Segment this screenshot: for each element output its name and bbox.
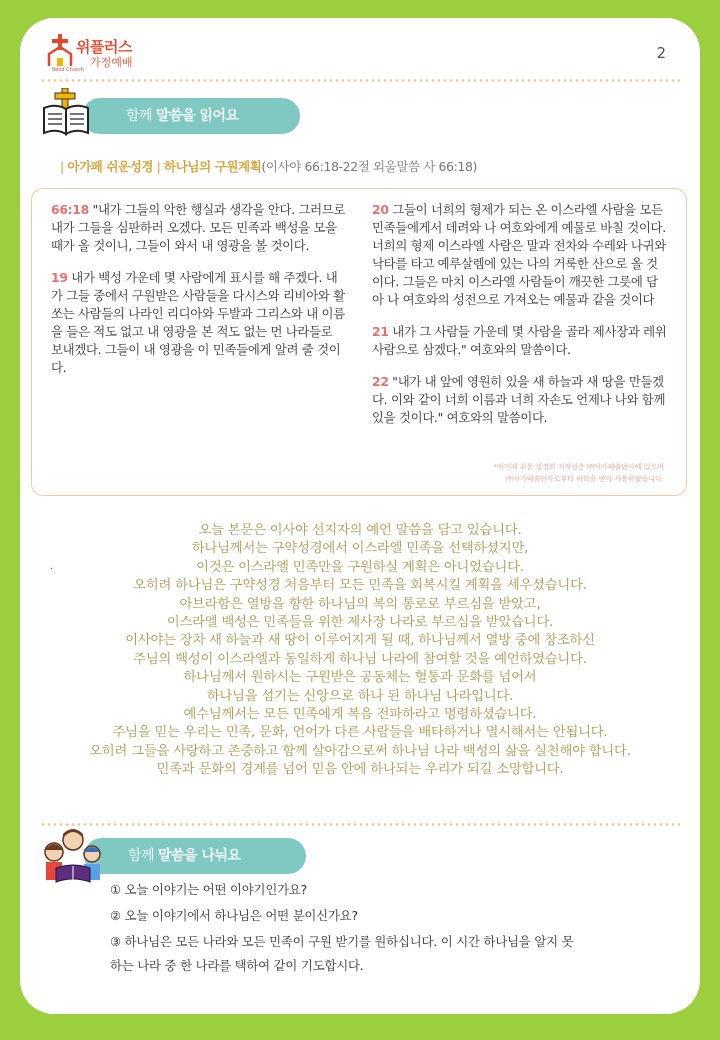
page-number: 2 [656, 44, 666, 62]
question-item: ③ 하나님은 모든 나라와 모든 민족이 구원 받기를 원하십니다. 이 시간 하나님을 알지 못 [110, 934, 574, 949]
dotted-divider [40, 823, 680, 826]
commentary-line: 민족과 문화의 경계를 넘어 믿음 안에 하나되는 우리가 되길 소망합니다. [156, 762, 564, 778]
section-share-title-light: 함께 [128, 848, 158, 864]
section-read-title-light: 함께 [126, 108, 156, 124]
verse-paragraph [372, 201, 668, 309]
commentary-line: 주님을 믿는 우리는 민족, 문화, 언어가 다른 사람들을 배타하거나 멸시해서는 안됩니다. [112, 725, 608, 741]
church-logo [46, 30, 156, 74]
logo-small-text: Send Church [52, 67, 84, 73]
verse-number: 20 [372, 202, 389, 217]
commentary-line: 하나님께서 원하시는 구원받은 공동체는 혈통과 문화를 넘어서 [183, 670, 537, 686]
verse-text: 그들이 너희의 형제가 되는 온 이스라엘 사람을 모든 민족들에게서 데려와 나 여호와에게 예물로 바칠 것이다. 너희의 형제 이스라엘 사람은 말과 전차와 수레와 나귀와 낙타를 타고 예루살렘에 있는 나의 거룩한 산으로 올 것이다. 그들은 마치 이스라엘 사람들이 깨끗한 그릇에 담아 나 여호와의 성전으로 가져오는 예물과 같을 것이다 [372, 202, 666, 307]
commentary-line: 오히려 그들을 사랑하고 존중하고 함께 살아감으로써 하나님 나라 백성의 삶을 실천해야 합니다. [89, 743, 631, 759]
commentary [20, 522, 700, 780]
copyright-notice: *아가페 쉬운 성경의 저작권은 ㈜아가페출판사에 있으며 ㈜아가페출판사로부터 허락을 받아 사용하였습니다. [493, 463, 664, 483]
stray-mark: . [50, 561, 54, 572]
logo-title: 위플러스 [76, 38, 132, 56]
section-share-title-bold: 말씀을 나눠요 [158, 848, 241, 864]
family-reading-icon [40, 828, 106, 884]
commentary-line: 하나님을 섬기는 신앙으로 하나 된 하나님 나라입니다. [206, 688, 514, 704]
section-read-pill [82, 98, 300, 134]
scripture-box [31, 188, 687, 496]
section-read-header [42, 88, 272, 144]
question-continuation: 하는 나라 중 한 나라를 택하여 같이 기도합시다. [110, 958, 364, 973]
verse-paragraph [51, 269, 347, 377]
scripture-reference [60, 157, 477, 175]
commentary-line: 이사야는 장차 새 하늘과 새 땅이 이루어지게 될 때, 하나님께서 열방 중에 창조하신 [125, 633, 595, 649]
logo-subtitle: 가정예배 [90, 56, 133, 69]
reference-book: 아가페 쉬운성경 [67, 159, 154, 174]
verse-text: "내가 그들의 악한 행실과 생각을 안다. 그러므로 내가 그들을 심판하러 오겠다. 모든 민족과 백성을 모을 때가 올 것이니, 그들이 와서 내 영광을 볼 것이다. [51, 202, 346, 253]
reference-separator: | [153, 159, 165, 174]
verse-paragraph [372, 323, 668, 359]
verse-text: 내가 백성 가운데 몇 사람에게 표시를 해 주겠다. 내가 그들 중에서 구원받은 사람들을 다시스와 리비아와 활쏘는 사람들의 나라인 리디아와 두발과 그리스와 내 이름을 들은 적도 없고 내 영광을 본 적도 없는 먼 나라들로 보내겠다. 그들이 내 영광을 이 민족들에게 알려 줄 것이다. [51, 270, 345, 375]
commentary-line: 아브라함은 열방을 향한 하나님의 복의 통로로 부르심을 받았고, [179, 596, 541, 612]
question-item: ① 오늘 이야기는 어떤 이야기인가요? [110, 882, 308, 897]
page-card [20, 18, 700, 1014]
verse-text: 내가 그 사람들 가운데 몇 사람을 골라 제사장과 레위 사람으로 삼겠다." 여호와의 말씀이다. [372, 324, 667, 357]
reference-title: 하나님의 구원계획 [164, 159, 262, 174]
church-icon [46, 32, 76, 68]
commentary-line: 하나님께서는 구약성경에서 이스라엘 민족을 선택하셨지만, [191, 541, 529, 557]
question-item: ② 오늘 이야기에서 하나님은 어떤 분이신가요? [110, 908, 358, 923]
verse-text: "내가 내 앞에 영원히 있을 새 하늘과 새 땅을 만들겠다. 이와 같이 너희 이름과 너희 자손도 언제나 나와 함께 있을 것이다." 여호와의 말씀이다. [372, 374, 666, 425]
section-share-pill [84, 838, 306, 874]
verse-number: 21 [372, 324, 389, 339]
verse-paragraph [51, 201, 347, 255]
verse-paragraph [372, 373, 668, 427]
discussion-questions [110, 878, 650, 980]
scripture-right-column [372, 201, 668, 441]
commentary-line: 이스라엘 백성은 민족들을 위한 제사장 나라로 부르심을 받았습니다. [166, 615, 554, 631]
reference-citation: (이사야 66:18-22절 외울말씀 사 66:18) [261, 159, 477, 174]
commentary-line: 오늘 본문은 이사야 선지자의 예언 말씀을 담고 있습니다. [198, 523, 522, 538]
section-read-title-bold: 말씀을 읽어요 [156, 108, 239, 124]
commentary-line: 이것은 이스라엘 민족만을 구원하실 계획은 아니었습니다. [196, 559, 524, 575]
bible-icon [42, 88, 92, 136]
dotted-divider [40, 79, 680, 82]
reference-bar: | [60, 159, 68, 174]
verse-number: 66:18 [51, 202, 89, 217]
scripture-left-column [51, 201, 347, 391]
commentary-line: 오히려 하나님은 구약성경 처음부터 모든 민족을 회복시킬 계획을 세우셨습니다. [133, 578, 587, 594]
verse-number: 22 [372, 374, 389, 389]
verse-number: 19 [51, 270, 68, 285]
commentary-line: 예수님께서는 모든 민족에게 복음 전파하라고 명령하셨습니다. [183, 707, 537, 723]
commentary-line: 주님의 백성이 이스라엘과 동일하게 하나님 나라에 참여할 것을 예언하였습니다. [133, 651, 587, 667]
